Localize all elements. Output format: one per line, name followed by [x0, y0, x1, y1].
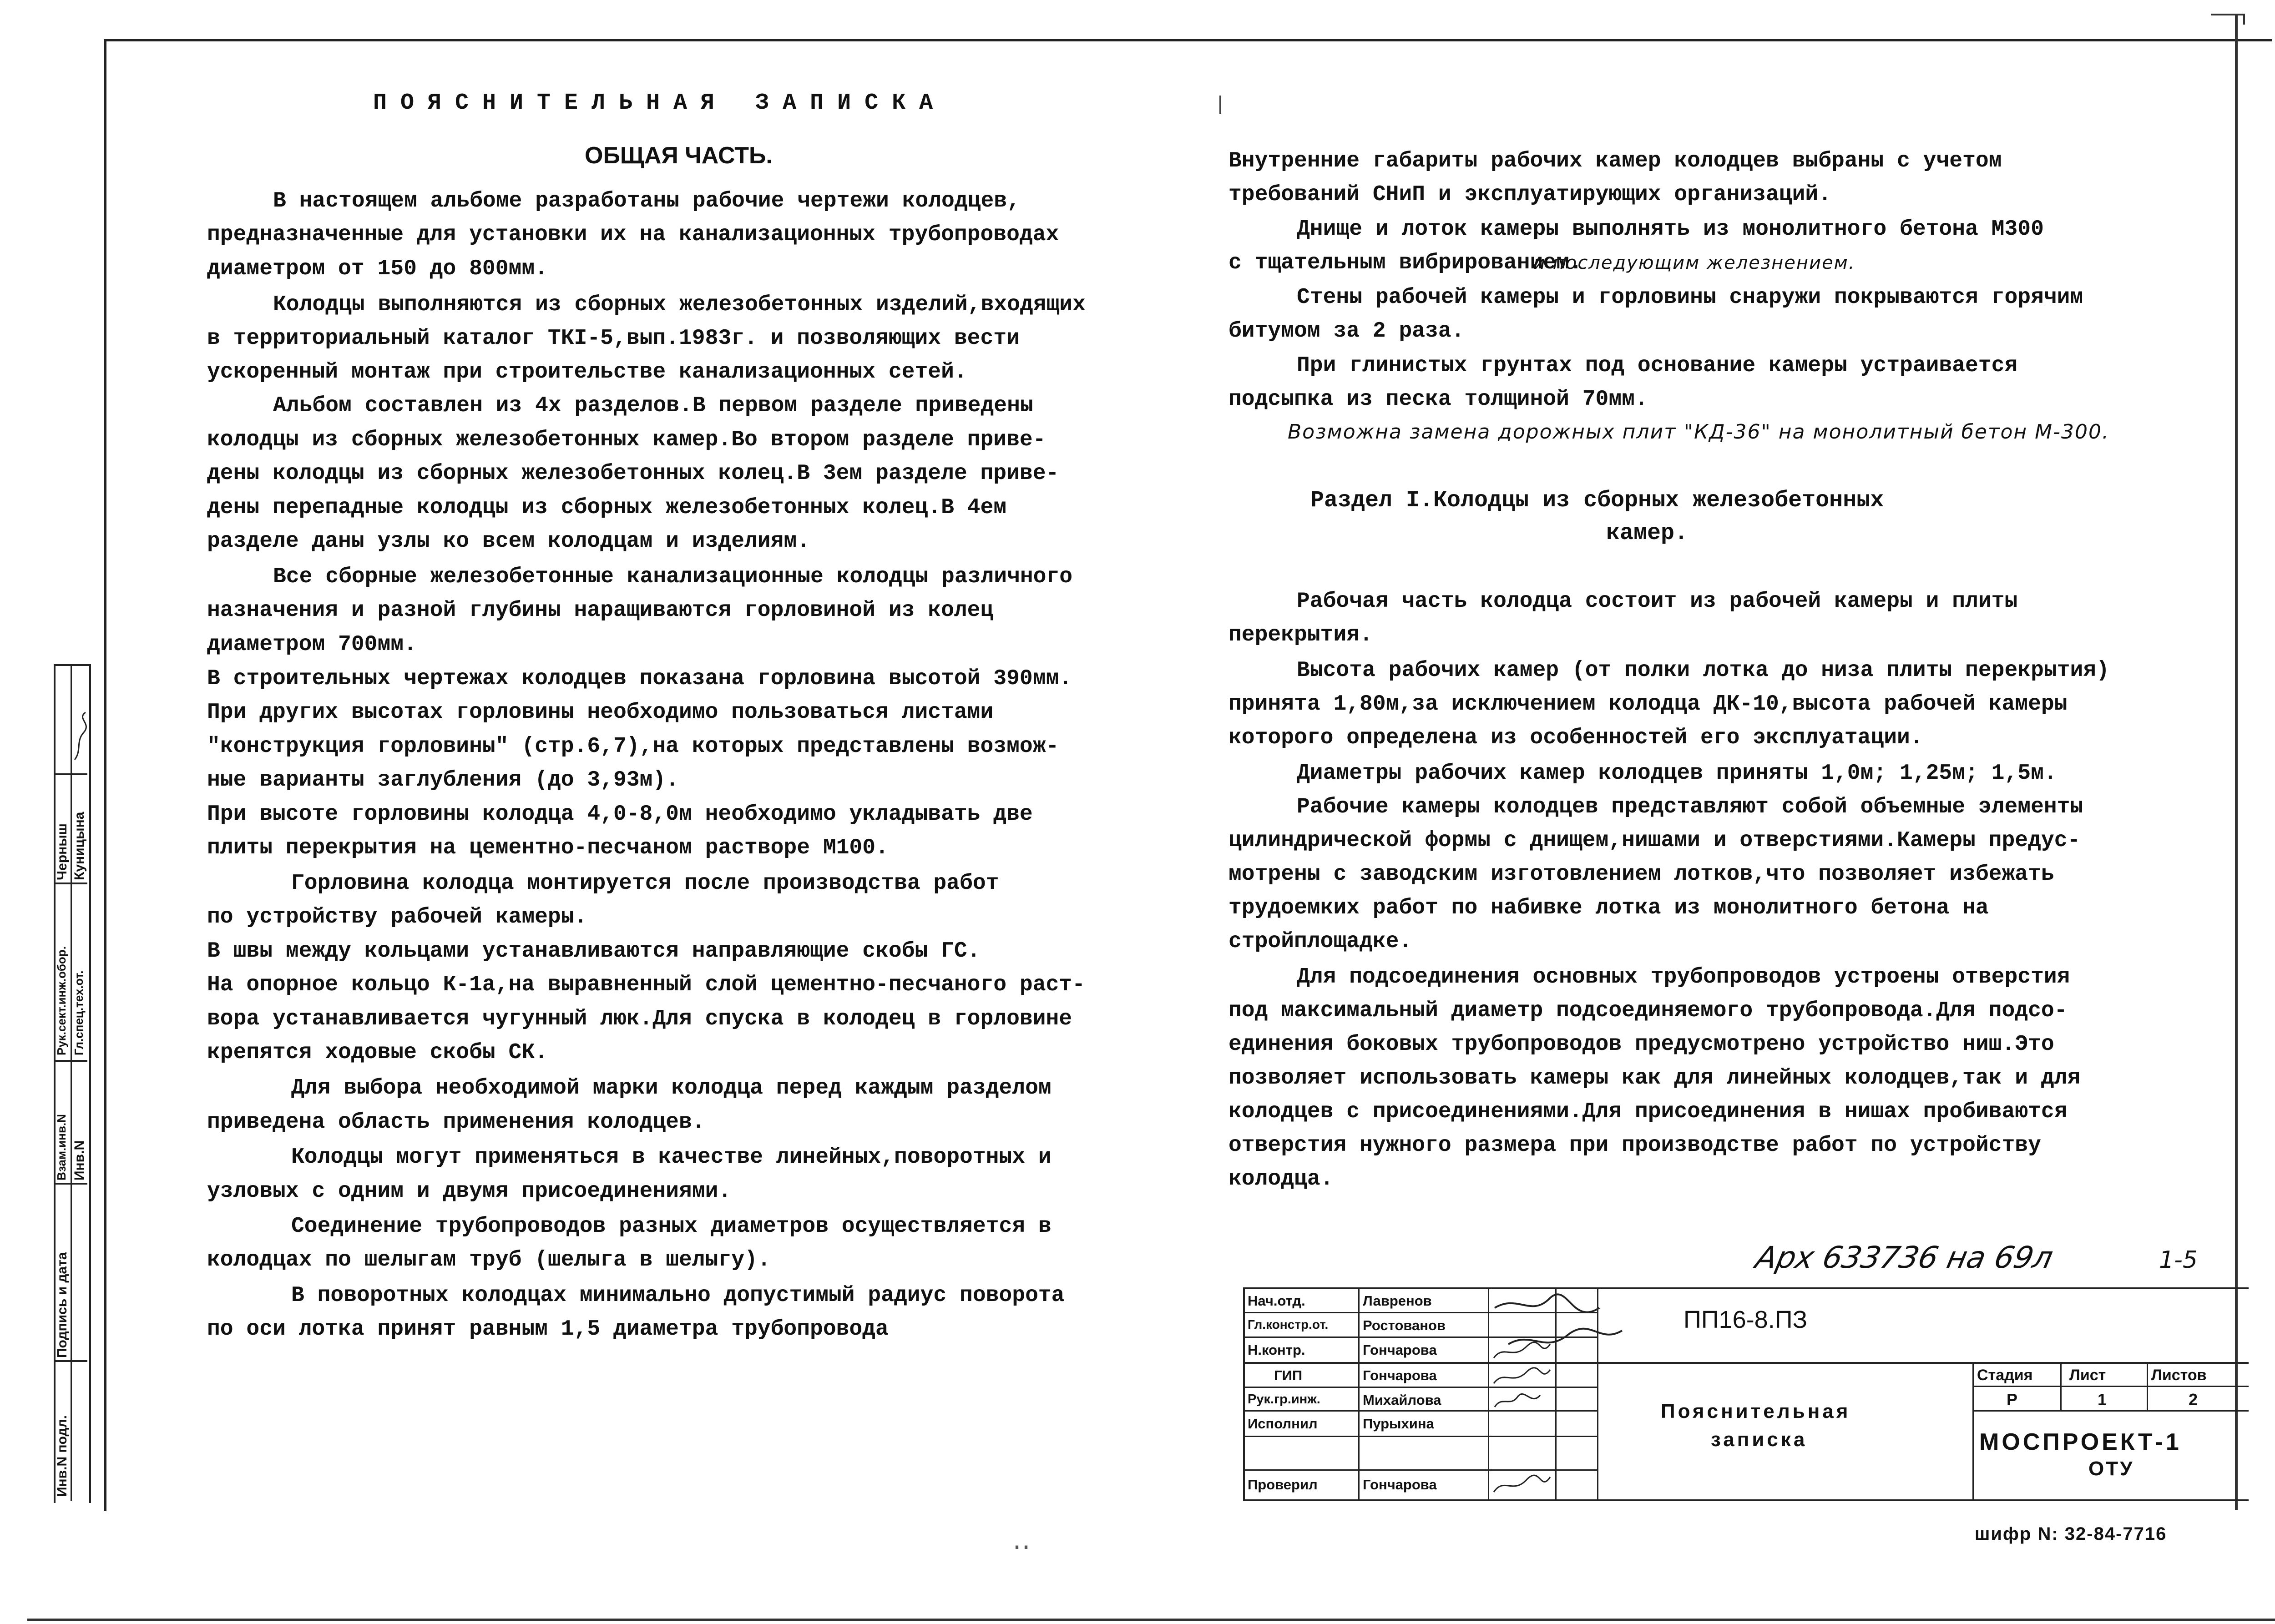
text-line: колодцы из сборных железобетонных камер.Во втором разделе приве- — [207, 428, 1046, 452]
text-line: требований СНиП и эксплуатирующих организаций. — [1228, 182, 1832, 207]
strip-label: Инв.N — [72, 1140, 87, 1180]
sheet-bottom-line — [27, 1619, 2275, 1621]
strip-cell-line — [54, 1183, 87, 1185]
strip-cell-line — [54, 1060, 87, 1062]
text-line: Для выбора необходимой марки колодца перед каждым разделом — [291, 1076, 1052, 1100]
text-line: Высота рабочих камер (от полки лотка до низа плиты перекрытия) — [1297, 658, 2109, 683]
text-line: вора устанавливается чугунный люк.Для спуска в колодец в горловине — [207, 1007, 1072, 1031]
strip-label: Куницына — [72, 812, 87, 880]
strip-label: Черныш — [55, 823, 70, 880]
text-line: Колодцы выполняются из сборных железобетонных изделий,входящих — [273, 293, 1086, 317]
text-line: отверстия нужного размера при производстве работ по устройству — [1228, 1133, 2041, 1158]
sheet-value: 1 — [2098, 1390, 2107, 1409]
document-name: Пояснительная — [1661, 1400, 1851, 1422]
text-line: приведена область применения колодцев. — [207, 1110, 705, 1135]
strip-cell-line — [54, 1360, 87, 1362]
stage-value: Р — [2007, 1390, 2018, 1409]
signature-scribble — [1490, 1365, 1554, 1388]
text-line: Диаметры рабочих камер колодцев приняты 1,0м; 1,25м; 1,5м. — [1297, 761, 2057, 786]
tb-row-divider — [1243, 1362, 2249, 1364]
tb-name: Ростованов — [1363, 1317, 1446, 1333]
tb-role: Нач.отд. — [1248, 1293, 1305, 1309]
text-line: принята 1,80м,за исключением колодца ДК-10,высота рабочей камеры — [1228, 692, 2068, 716]
text-line: позволяет использовать камеры как для линейных колодцев,так и для — [1228, 1066, 2081, 1090]
sheet-label: Лист — [2069, 1367, 2106, 1384]
handwritten-note: Возможна замена дорожных плит "КД-36" на монолитный бетон М-300. — [1288, 420, 2109, 444]
sheets-value: 2 — [2189, 1390, 2198, 1409]
text-line: При глинистых грунтах под основание камеры устраивается — [1297, 353, 2018, 378]
handwritten-note: и последующим железнением. — [1533, 252, 1855, 273]
stamp-mark: ‥ — [1012, 1527, 1031, 1558]
tb-name: Михайлова — [1363, 1392, 1441, 1408]
cipher-number: шифр N: 32-84-7716 — [1975, 1524, 2167, 1544]
signature-scribble — [1490, 1389, 1554, 1412]
strip-label: Рук.сект.инж.обор. — [55, 946, 68, 1055]
document-name: записка — [1711, 1428, 1808, 1451]
text-line: под максимальный диаметр подсоединяемого трубопровода.Для подсо- — [1228, 999, 2068, 1023]
text-line: "конструкция горловины" (стр.6,7),на которых представлены возмож- — [207, 734, 1059, 759]
text-line: разделе даны узлы ко всем колодцам и изделиям. — [207, 529, 810, 554]
text-line: Рабочая часть колодца состоит из рабочей камеры и плиты — [1297, 589, 2018, 614]
sheet-right-edge — [2235, 14, 2238, 1510]
text-line: мотрены с заводским изготовлением лотков,что позволяет избежать — [1228, 862, 2054, 887]
text-line: дены перепадные колодцы из сборных железобетонных колец.В 4ем — [207, 495, 1007, 520]
text-line: Стены рабочей камеры и горловины снаружи покрываются горячим — [1297, 285, 2083, 310]
tb-row-divider — [1243, 1436, 1597, 1437]
text-line: диаметром от 150 до 800мм. — [207, 257, 548, 281]
text-line: узловых с одним и двумя присоединениями. — [207, 1179, 732, 1204]
text-line: стройплощадке. — [1228, 929, 1412, 954]
text-line: перекрытия. — [1228, 623, 1373, 647]
page-title: ПОЯСНИТЕЛЬНАЯ ЗАПИСКА — [373, 90, 947, 116]
text-line: Днище и лоток камеры выполнять из монолитного бетона М300 — [1297, 217, 2044, 242]
tb-role: Проверил — [1248, 1477, 1318, 1493]
strip-cell-line — [54, 773, 87, 775]
page-subtitle: ОБЩАЯ ЧАСТЬ. — [585, 142, 773, 169]
tb-col-divider — [1972, 1362, 1974, 1501]
tb-name: Гончарова — [1363, 1342, 1437, 1358]
tb-name: Пурыхина — [1363, 1416, 1434, 1432]
text-line: по оси лотка принят равным 1,5 диаметра трубопровода — [207, 1317, 889, 1342]
tb-role: ГИП — [1274, 1367, 1303, 1383]
tb-role: Гл.констр.от. — [1248, 1317, 1329, 1331]
strip-cell-line — [54, 883, 87, 884]
text-line: В швы между кольцами устанавливаются направляющие скобы ГС. — [207, 939, 981, 963]
text-line: Колодцы могут применяться в качестве линейных,поворотных и — [291, 1145, 1052, 1170]
tb-border-top — [1243, 1287, 2249, 1289]
document-code: ПП16-8.ПЗ — [1684, 1306, 1808, 1333]
archive-note: Арх 633736 на 69л — [1752, 1240, 2056, 1275]
section-heading: Раздел I.Колодцы из сборных железобетонных — [1310, 488, 1884, 514]
tb-role: Рук.гр.инж. — [1248, 1392, 1320, 1407]
tb-role: Исполнил — [1248, 1416, 1318, 1432]
text-line: На опорное кольцо К-1а,на выравненный слой цементно-песчаного раст- — [207, 973, 1085, 997]
tb-border-bottom — [1243, 1499, 2249, 1501]
text-line: колодца. — [1228, 1167, 1334, 1191]
text-line: подсыпка из песка толщиной 70мм. — [1228, 387, 1648, 412]
strip-label: Инв.N подл. — [55, 1415, 70, 1497]
section-heading: камер. — [1606, 520, 1689, 546]
text-line: диаметром 700мм. — [207, 632, 417, 657]
text-line: При других высотах горловины необходимо пользоваться листами — [207, 700, 994, 725]
text-line: Рабочие камеры колодцев представляют собой объемные элементы — [1297, 795, 2083, 819]
tb-row-divider — [1972, 1410, 2249, 1412]
tb-row-divider — [1972, 1386, 2249, 1387]
text-line: В строительных чертежах колодцев показана горловина высотой 390мм. — [207, 666, 1072, 691]
sheets-label: Листов — [2151, 1367, 2207, 1384]
stage-label: Стадия — [1977, 1367, 2033, 1384]
signature-scribble — [1490, 1340, 1554, 1362]
text-line: В настоящем альбоме разработаны рабочие чертежи колодцев, — [273, 189, 1020, 213]
organization-dept: ОТУ — [2088, 1458, 2134, 1480]
text-line: единения боковых трубопроводов предусмотрено устройство ниш.Это — [1228, 1032, 2054, 1057]
text-line: которого определена из особенностей его эксплуатации. — [1228, 726, 1923, 750]
text-line: крепятся ходовые скобы СК. — [207, 1040, 548, 1065]
text-line: с тщательным вибрированием. — [1228, 251, 1582, 275]
text-line: по устройству рабочей камеры. — [207, 905, 587, 929]
text-line: плиты перекрытия на цементно-песчаном растворе М100. — [207, 836, 889, 860]
text-line: предназначенные для установки их на канализационных трубопроводах — [207, 222, 1059, 247]
text-line: дены колодцы из сборных железобетонных колец.В 3ем разделе приве- — [207, 461, 1059, 486]
margin-mark — [1219, 96, 1221, 114]
signature-scribble — [1490, 1472, 1554, 1499]
tb-role: Н.контр. — [1248, 1342, 1305, 1358]
text-line: колодцев с присоединениями.Для присоединения в нишах пробиваются — [1228, 1099, 2068, 1124]
page-range: 1-5 — [2159, 1246, 2198, 1274]
strip-label: Подпись и дата — [55, 1252, 70, 1358]
tb-name: Лавренов — [1363, 1293, 1432, 1309]
tb-name: Гончарова — [1363, 1477, 1437, 1493]
text-line: Внутренние габариты рабочих камер колодцев выбраны с учетом — [1228, 149, 2002, 173]
text-line: цилиндрической формы с днищем,нишами и отверстиями.Камеры предус- — [1228, 828, 2081, 853]
strip-border — [54, 664, 91, 1503]
text-line: Соединение трубопроводов разных диаметров осуществляется в — [291, 1214, 1052, 1239]
strip-label: Взам.инв.N — [55, 1114, 68, 1180]
text-line: трудоемких работ по набивке лотка из монолитного бетона на — [1228, 896, 1989, 920]
text-line: Альбом составлен из 4х разделов.В первом разделе приведены — [273, 393, 1033, 418]
strip-divider — [71, 664, 72, 1501]
text-line: При высоте горловины колодца 4,0-8,0м необходимо укладывать две — [207, 802, 1033, 827]
signature-scribble — [73, 710, 88, 764]
tb-row-divider — [1243, 1469, 1597, 1471]
strip-label: Гл.спец.тех.от. — [72, 970, 86, 1055]
organization: МОСПРОЕКТ-1 — [1979, 1429, 2182, 1455]
tb-name: Гончарова — [1363, 1367, 1437, 1383]
text-line: колодцах по шелыгам труб (шелыга в шелыгу). — [207, 1248, 771, 1272]
text-line: ускоренный монтаж при строительстве канализационных сетей. — [207, 360, 967, 384]
text-line: битумом за 2 раза. — [1228, 319, 1465, 343]
text-line: в территориальный каталог ТКI-5,вып.1983г. и позволяющих вести — [207, 326, 1020, 351]
text-line: В поворотных колодцах минимально допустимый радиус поворота — [291, 1283, 1065, 1308]
text-line: Для подсоединения основных трубопроводов устроены отверстия — [1297, 965, 2070, 989]
text-line: Горловина колодца монтируется после производства работ — [291, 871, 999, 896]
text-line: назначения и разной глубины наращиваются горловиной из колец — [207, 598, 994, 623]
text-line: ные варианты заглубления (до 3,93м). — [207, 768, 679, 792]
text-line: Все сборные железобетонные канализационные колодцы различного — [273, 565, 1073, 589]
corner-mark — [2211, 14, 2245, 25]
